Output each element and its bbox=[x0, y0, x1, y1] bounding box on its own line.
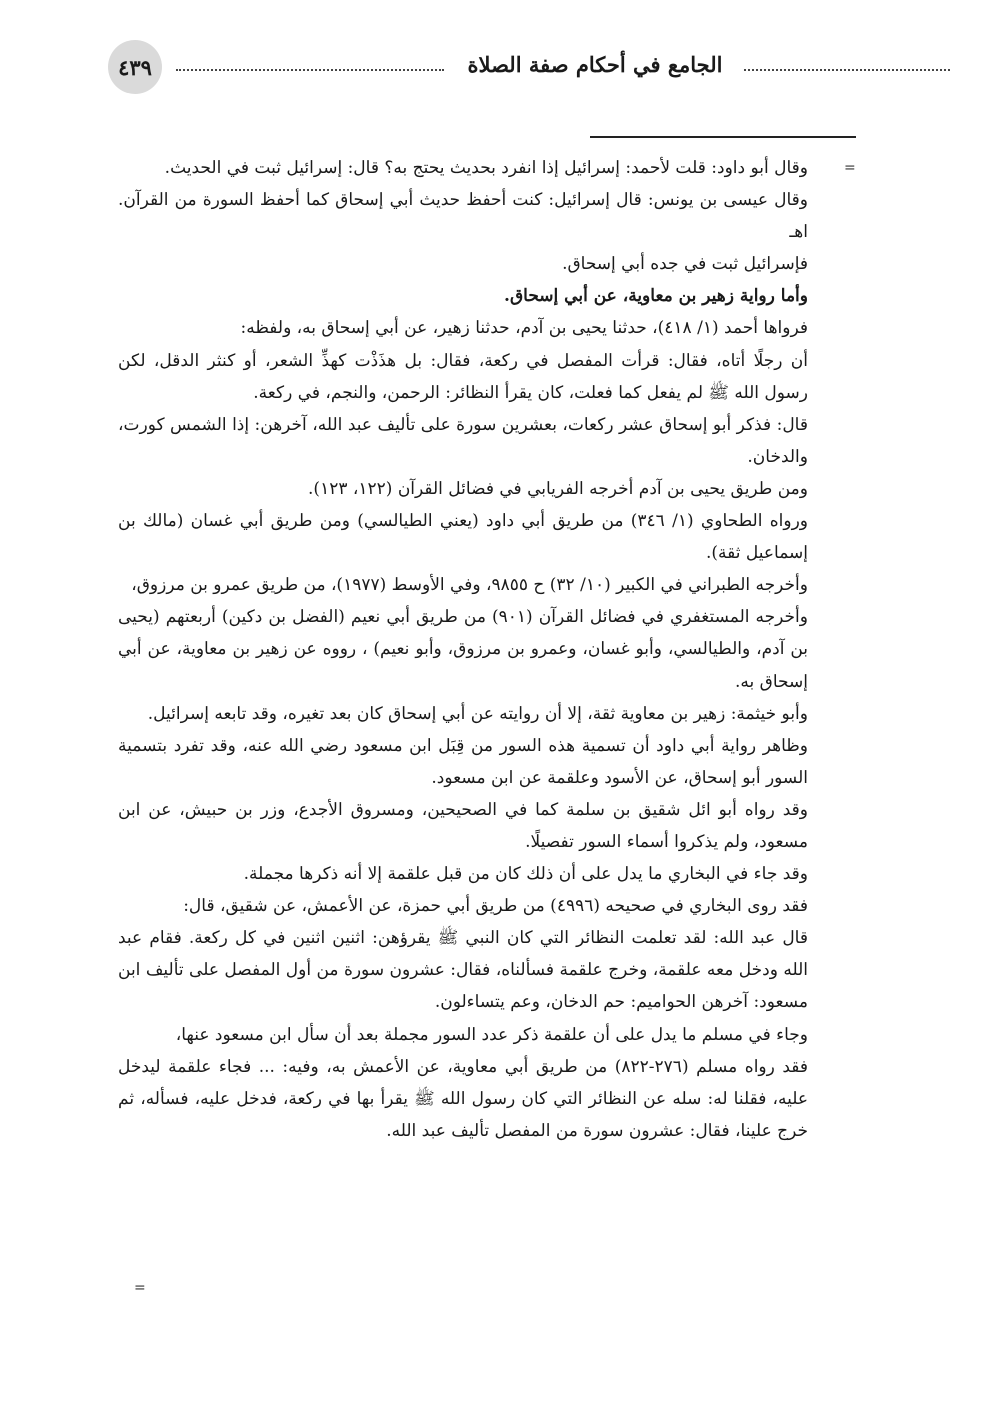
paragraph: ومن طريق يحيى بن آدم أخرجه الفريابي في فضائل القرآن (١٢٢، ١٢٣). bbox=[308, 478, 808, 499]
header-dotted-leader-left bbox=[176, 69, 444, 71]
paragraph: قال عبد الله: لقد تعلمت النظائر التي كان النبي ﷺ يقرؤهن: اثنين اثنين في كل ركعة. فقام عبد الله ودخل معه علقمة، وخرج علقمة فسألناه، فقال: عشرون سورة من أول المفصل على تأليف ابن مسعود: آخرهن الحواميم: حم الدخان، وعم يتساءلون. bbox=[118, 928, 808, 1013]
section-heading: وأما رواية زهير بن معاوية، عن أبي إسحاق. bbox=[504, 286, 808, 307]
continuation-marker-top: = bbox=[844, 160, 856, 176]
paragraph: ورواه الطحاوي (١/ ٣٤٦) من طريق أبي داود (يعني الطيالسي) ومن طريق أبي غسان (مالك بن إسماعيل ثقة). bbox=[118, 511, 808, 564]
footnote-text bbox=[118, 152, 808, 1147]
paragraph: فقد رواه مسلم (٢٧٦-٨٢٢) من طريق أبي معاوية، عن الأعمش به، وفيه: ... فجاء علقمة ليدخل عليه، فقلنا له: سله عن النظائر التي كان رسول الله ﷺ يقرأ بها في ركعة، فدخل عليه، فسأله، ثم خرج علينا، فقال: عشرون سورة من المفصل تأليف عبد الله. bbox=[118, 1056, 808, 1141]
paragraph: وظاهر رواية أبي داود أن تسمية هذه السور من قِبَل ابن مسعود رضي الله عنه، وقد تفرد بتسمية السور أبو إسحاق، عن الأسود وعلقمة عن ابن مسعود. bbox=[118, 735, 808, 788]
paragraph: وأخرجه الطبراني في الكبير (١٠/ ٣٢) ح ٩٨٥٥، وفي الأوسط (١٩٧٧)، من طريق عمرو بن مرزوق، bbox=[131, 575, 808, 596]
page-number: ٤٣٩ bbox=[108, 40, 162, 94]
running-header bbox=[108, 40, 844, 96]
book-title: الجامع في أحكام صفة الصلاة bbox=[467, 52, 723, 77]
paragraph: وقد جاء في البخاري ما يدل على أن ذلك كان من قبل علقمة إلا أنه ذكرها مجملة. bbox=[243, 864, 808, 885]
footnote-separator-rule bbox=[590, 136, 856, 138]
paragraph: وأبو خيثمة: زهير بن معاوية ثقة، إلا أن روايته عن أبي إسحاق كان بعد تغيره، وقد تابعه إسرائيل. bbox=[147, 703, 808, 724]
continuation-marker-bottom: = bbox=[134, 1280, 146, 1296]
paragraph: وجاء في مسلم ما يدل على أن علقمة ذكر عدد السور مجملة بعد أن سأل ابن مسعود عنها، bbox=[175, 1024, 808, 1045]
paragraph: وقد رواه أبو ائل شقيق بن سلمة كما في الصحيحين، ومسروق الأجدع، وزر بن حبيش، عن ابن مسعود، ولم يذكروا أسماء السور تفصيلًا. bbox=[118, 799, 808, 852]
paragraph: وقال أبو داود: قلت لأحمد: إسرائيل إذا انفرد بحديث يحتج به؟ قال: إسرائيل ثبت في الحديث. bbox=[164, 158, 808, 178]
paragraph: فرواها أحمد (١/ ٤١٨)، حدثنا يحيى بن آدم، حدثنا زهير، عن أبي إسحاق به، ولفظه: bbox=[240, 318, 808, 339]
paragraph: فقد روى البخاري في صحيحه (٤٩٩٦) من طريق أبي حمزة، عن الأعمش، عن شقيق، قال: bbox=[183, 896, 808, 917]
paragraph: وأخرجه المستغفري في فضائل القرآن (٩٠١) من طريق أبي نعيم (الفضل بن دكين) أربعتهم (يحيى بن آدم، والطيالسي، وأبو غسان، وعمرو بن مرزوق، وأبو نعيم) ، رووه عن زهير بن معاوية، عن أبي إسحاق به. bbox=[118, 607, 808, 692]
paragraph: أن رجلًا أتاه، فقال: قرأت المفصل في ركعة، فقال: بل هذَذْت كهذِّ الشعر، أو كنثر الدقل، لكن رسول الله ﷺ لم يفعل كما فعلت، كان يقرأ النظائر: الرحمن، والنجم، في ركعة. bbox=[118, 350, 808, 403]
paragraph: وقال عيسى بن يونس: قال إسرائيل: كنت أحفظ حديث أبي إسحاق كما أحفظ السورة من القرآن. اهـ bbox=[118, 190, 808, 243]
paragraph: قال: فذكر أبو إسحاق عشر ركعات، بعشرين سورة على تأليف عبد الله، آخرهن: إذا الشمس كورت، والدخان. bbox=[118, 414, 808, 467]
paragraph: فإسرائيل ثبت في جده أبي إسحاق. bbox=[562, 254, 808, 275]
header-dotted-leader-right bbox=[744, 69, 950, 71]
